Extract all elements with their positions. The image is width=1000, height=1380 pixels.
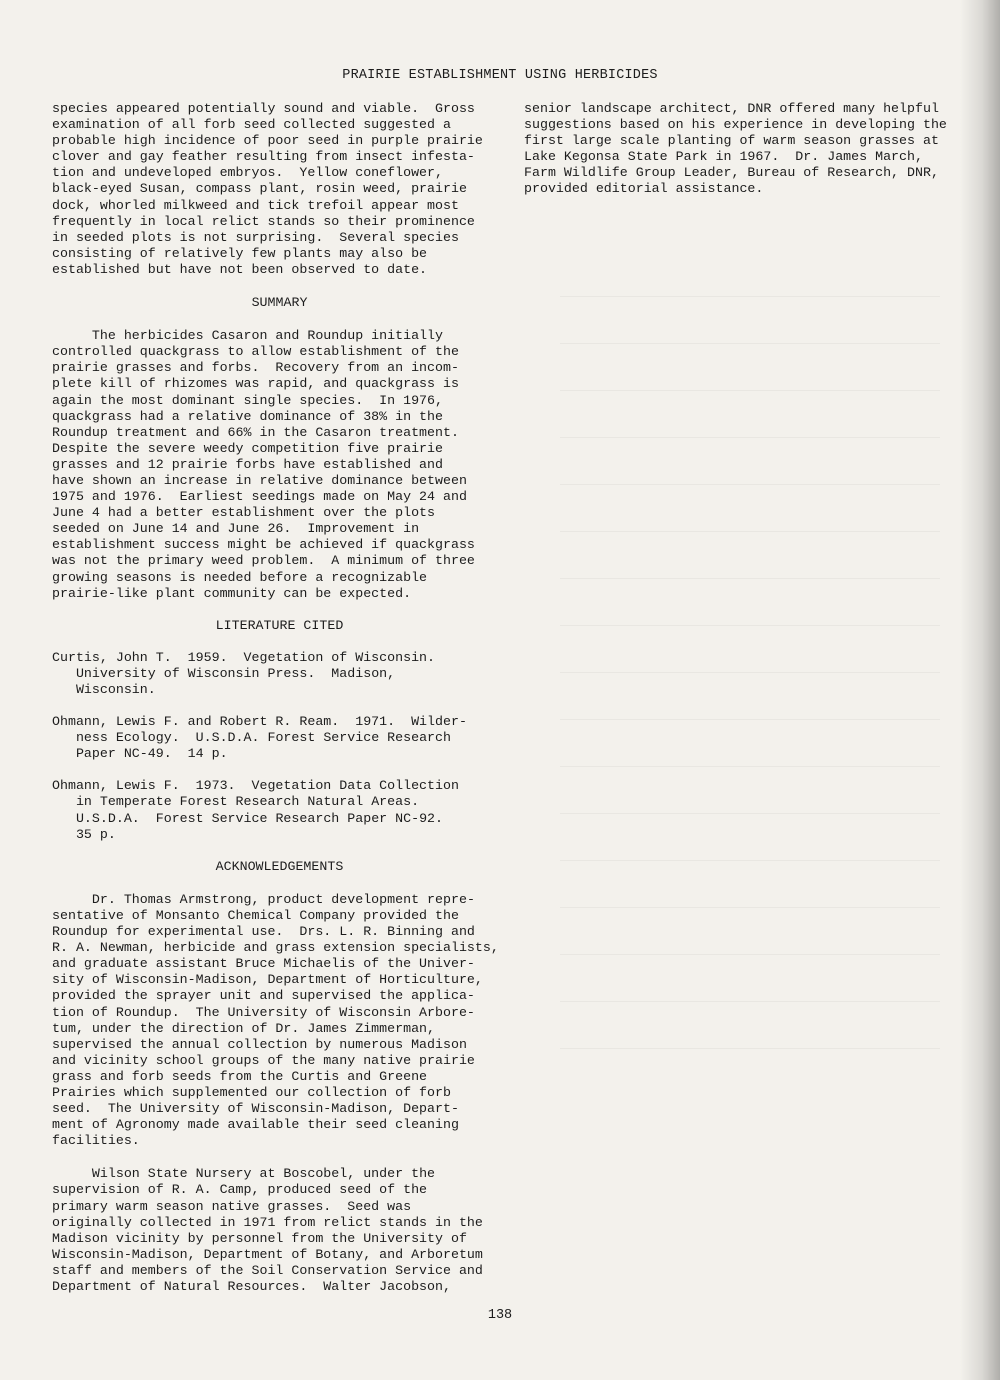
acknowledgements-heading: ACKNOWLEDGEMENTS	[215, 858, 344, 874]
text-line: consisting of relatively few plants may also be	[52, 245, 428, 261]
text-line: established but have not been observed to date.	[52, 261, 428, 277]
nursery-paragraph	[52, 1166, 507, 1295]
reference-entry	[52, 650, 507, 698]
reference-line: University of Wisconsin Press. Madison,	[52, 665, 396, 681]
text-line: plete kill of rhizomes was rapid, and quackgrass is	[52, 376, 459, 392]
text-line: provided editorial assistance.	[524, 181, 764, 197]
reference-line: Paper NC-49. 14 p.	[52, 746, 228, 762]
page-number: 138	[487, 1308, 513, 1323]
text-line: The herbicides Casaron and Roundup initially	[52, 328, 444, 344]
reference-line: Ohmann, Lewis F. and Robert R. Ream. 1971. Wilder-	[52, 714, 467, 730]
text-line: Lake Kegonsa State Park in 1967. Dr. James March,	[524, 149, 923, 165]
text-line: Department of Natural Resources. Walter Jacobson,	[52, 1279, 451, 1294]
running-header: PRAIRIE ESTABLISHMENT USING HERBICIDES	[342, 68, 658, 83]
text-line: examination of all forb seed collected suggested a	[52, 117, 451, 133]
text-line: grasses and 12 prairie forbs have established and	[52, 456, 443, 472]
text-line: Wisconsin-Madison, Department of Botany, and Arboretum	[52, 1246, 483, 1262]
text-line: have shown an increase in relative dominance between	[52, 472, 467, 488]
text-line: black-eyed Susan, compass plant, rosin weed, prairie	[52, 181, 467, 197]
text-line: senior landscape architect, DNR offered many helpful	[524, 101, 939, 116]
text-line: growing seasons is needed before a recognizable	[52, 569, 428, 585]
text-line: probable high incidence of poor seed in purple prairie	[52, 133, 483, 149]
reference-line: Ohmann, Lewis F. 1973. Vegetation Data Collection	[52, 778, 459, 794]
text-line: quackgrass had a relative dominance of 38% in the	[52, 408, 443, 424]
reference-entry	[52, 714, 507, 762]
text-line: supervision of R. A. Camp, produced seed of the	[52, 1182, 428, 1198]
text-line: Roundup treatment and 66% in the Casaron treatment.	[52, 424, 459, 440]
text-line: staff and members of the Soil Conservation Service and	[52, 1262, 483, 1278]
text-line: controlled quackgrass to allow establishment of the	[52, 344, 459, 360]
acknowledgements-paragraph	[52, 892, 507, 1150]
text-line: again the most dominant single species. In 1976,	[52, 392, 443, 408]
text-line: prairie-like plant community can be expected.	[52, 585, 412, 601]
right-paragraph	[524, 101, 960, 198]
text-line: tion and undeveloped embryos. Yellow coneflower,	[52, 165, 443, 181]
text-line: 1975 and 1976. Earliest seedings made on May 24 and	[52, 489, 467, 505]
literature-cited-heading: LITERATURE CITED	[215, 617, 344, 633]
text-line: and vicinity school groups of the many native prairie	[52, 1052, 475, 1068]
text-line: facilities.	[52, 1133, 140, 1149]
intro-paragraph	[52, 101, 507, 278]
reference-entry	[52, 778, 507, 842]
text-line: supervised the annual collection by numerous Madison	[52, 1036, 467, 1052]
text-line: dock, whorled milkweed and tick trefoil appear most	[52, 197, 459, 213]
text-line: provided the sprayer unit and supervised the applica-	[52, 988, 475, 1004]
text-line: frequently in local relict stands so their prominence	[52, 213, 475, 229]
text-line: Despite the severe weedy competition five prairie	[52, 440, 443, 456]
text-line: Roundup for experimental use. Drs. L. R. Binning and	[52, 924, 475, 940]
text-line: suggestions based on his experience in developing the	[524, 117, 947, 133]
text-line: grass and forb seeds from the Curtis and Greene	[52, 1068, 428, 1084]
text-line: establishment success might be achieved if quackgrass	[52, 537, 475, 553]
text-line: tum, under the direction of Dr. James Zimmerman,	[52, 1020, 436, 1036]
text-line: in seeded plots is not surprising. Several species	[52, 229, 459, 245]
text-line: R. A. Newman, herbicide and grass extension specialists,	[52, 940, 499, 956]
text-line: was not the primary weed problem. A minimum of three	[52, 553, 475, 569]
text-line: tion of Roundup. The University of Wisconsin Arbore-	[52, 1004, 475, 1020]
text-line: seed. The University of Wisconsin-Madison, Depart-	[52, 1101, 459, 1117]
reference-line: Wisconsin.	[52, 682, 156, 697]
text-line: originally collected in 1971 from relict stands in the	[52, 1214, 483, 1230]
text-line: prairie grasses and forbs. Recovery from an incom-	[52, 360, 459, 376]
reference-line: in Temperate Forest Research Natural Areas.	[52, 794, 420, 810]
reference-line: U.S.D.A. Forest Service Research Paper NC-92.	[52, 810, 444, 826]
text-line: ment of Agronomy made available their seed cleaning	[52, 1117, 459, 1133]
text-line: June 4 had a better establishment over the plots	[52, 505, 436, 521]
text-line: sity of Wisconsin-Madison, Department of Horticulture,	[52, 972, 483, 988]
right-column	[524, 101, 960, 198]
text-line: sentative of Monsanto Chemical Company provided the	[52, 907, 459, 923]
text-line: Dr. Thomas Armstrong, product development repre-	[52, 891, 475, 907]
text-line: Prairies which supplemented our collection of forb	[52, 1084, 451, 1100]
summary-paragraph	[52, 328, 507, 602]
text-line: Wilson State Nursery at Boscobel, under the	[52, 1166, 436, 1182]
reference-line: ness Ecology. U.S.D.A. Forest Service Research	[52, 730, 451, 746]
references-list	[52, 650, 507, 843]
text-line: Madison vicinity by personnel from the University of	[52, 1230, 467, 1246]
text-line: and graduate assistant Bruce Michaelis of the Univer-	[52, 956, 475, 972]
text-line: Farm Wildlife Group Leader, Bureau of Research, DNR,	[524, 165, 939, 181]
reference-line: Curtis, John T. 1959. Vegetation of Wisconsin.	[52, 649, 436, 665]
binding-shadow	[960, 0, 1000, 1380]
text-line: first large scale planting of warm season grasses at	[524, 133, 939, 149]
reference-line: 35 p.	[52, 826, 116, 842]
summary-heading: SUMMARY	[251, 295, 308, 311]
text-line: seeded on June 14 and June 26. Improvement in	[52, 521, 420, 537]
text-line: clover and gay feather resulting from insect infesta-	[52, 149, 475, 165]
text-line: species appeared potentially sound and viable. Gross	[52, 101, 475, 116]
bleed-through-texture	[560, 250, 940, 1050]
left-column	[52, 101, 507, 1295]
text-line: primary warm season native grasses. Seed was	[52, 1198, 412, 1214]
